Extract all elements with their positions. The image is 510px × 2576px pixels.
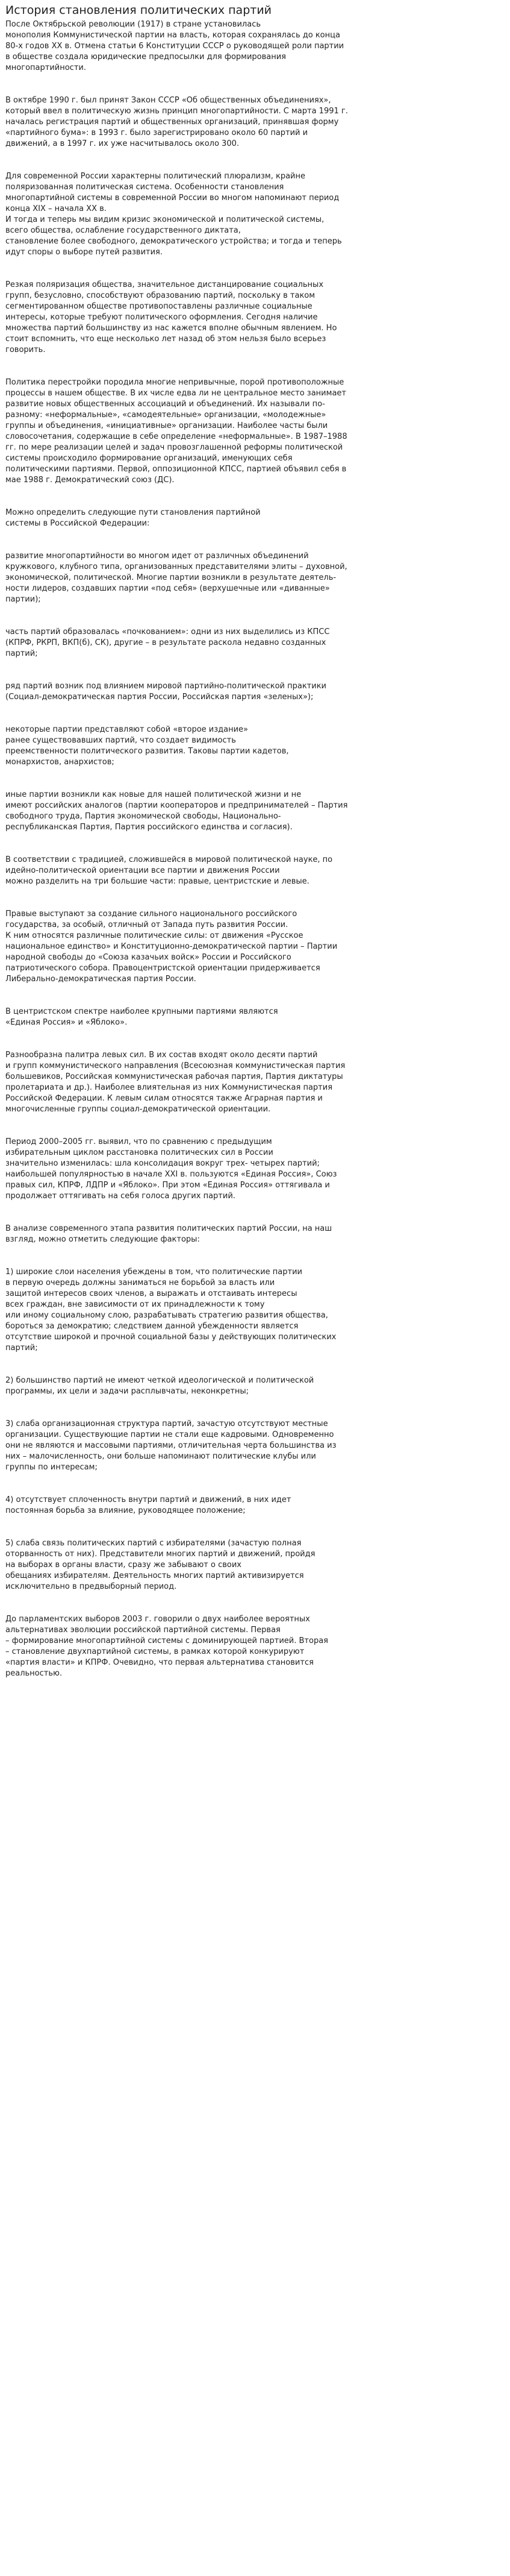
paragraph-right: Правые выступают за создание сильного национального российского государства, за особый, отличный от Запада путь развития России. К ним относятся различные политические силы: от движения «Русское национальное единство» и Конституционно-демократической партии – Партии народной свободы до «Союза казачьих войск» России и Российского патриотического собора. Правоцентристской ориентации придерживается Либерально-демократическая партия России.: [5, 909, 338, 984]
paragraph-factors: В анализе современного этапа развития политических партий России, на наш взгляд, можно отметить следующие факторы:: [5, 1224, 332, 1244]
list-item-factor-5: 5) слаба связь политических партий с избирателями (зачастую полная оторванность от них). Представители многих партий и движений, пройдя на выборах в органы власти, сразу же забывают о своих обещаниях избирателям. Деятельность многих партий активизируется исключительно в предвыборный период.: [5, 1539, 316, 1591]
paragraph-left: Разнообразна палитра левых сил. В их состав входят около десяти партий и групп коммунистического направления (Всесоюзная коммунистическая партия большевиков, Российская коммунистическая рабочая партия, Партия диктатуры пролетариата и др.). Наиболее влиятельная из них Коммунистическая партия Российской Федерации. К левым силам относятся также Аграрная партия и многочисленные группы социал-демократической ориентации.: [5, 1051, 346, 1114]
list-item-path-4: некоторые партии представляют собой «второе издание» ранее существовавших партий, что создает видимость преемственности политического развития. Таковы партии кадетов, монархистов, анархистов;: [5, 725, 289, 767]
list-item-factor-1: 1) широкие слои населения убеждены в том, что политические партии в первую очередь должны заниматься не борьбой за власть или защитой интересов своих членов, а выражать и отстаивать интересы всех граждан, вне зависимости от их принадлежности к тому или иному социальному слою, разрабатывать стратегию развития общества, бороться за демократию; следствием данной убежденности является отсутствие широкой и прочной социальной базы у действующих политических партий;: [5, 1268, 337, 1352]
list-item-path-3: ряд партий возник под влиянием мировой партийно-политической практики (Социал-демократическая партия России, Российская партия «зеленых»);: [5, 682, 326, 702]
paragraph-5: Резкая поляризация общества, значительное дистанцирование социальных групп, безусловно, способствуют образованию партий, поскольку в таком сегментированном обществе противопоставлены различные социальные интересы, которые требуют политического оформления. Сегодня наличие множества партий большинству из нас кажется вполне обычным явлением. Но стоит вспомнить, что еще несколько лет назад об этом нельзя было всерьез говорить.: [5, 280, 337, 354]
page-title: История становления политических партий: [5, 4, 272, 17]
list-item-factor-2: 2) большинство партий не имеют четкой идеологической и политической программы, их цели и задачи расплывчаты, неконкретны;: [5, 1376, 314, 1396]
paragraph-4: И тогда и теперь мы видим кризис экономической и политической системы, всего общества, ослабление государственного диктата, становление более свободного, демократического устройства; и тогда и теперь идут споры о выборе путей развития.: [5, 215, 342, 257]
paragraph-orientation: В соответствии с традицией, сложившейся в мировой политической науке, по идейно-политической ориентации все партии и движения России можно разделить на три большие части: правые, центристские и левые.: [5, 855, 333, 886]
paragraph-2: В октябре 1990 г. был принят Закон СССР «Об общественных объединениях», который ввел в политическую жизнь принцип многопартийности. С марта 1991 г. началась регистрация партий и общественных организаций, принявшая форму «партийного бума»: в 1993 г. было зарегистрировано около 60 партий и движений, а в 1997 г. их уже насчитывалось около 300.: [5, 96, 348, 148]
paragraph-3: Для современной России характерны политический плюрализм, крайне поляризованная политическая система. Особенности становления многопартийной системы в современной России во многом напоминают период конца XIX – начала XX в.: [5, 172, 340, 213]
paragraph-period: Период 2000–2005 гг. выявил, что по сравнению с предыдущим избирательным циклом расстановка политических сил в России значительно изменилась: шла консолидация вокруг трех- четырех партий; наибольшей популярностью в начале XXI в. пользуются «Единая Россия», Союз правых сил, КПРФ, ЛДПР и «Яблоко». При этом «Единая Россия» оттягивала и продолжает оттягивать на себя голоса других партий.: [5, 1137, 337, 1201]
paragraph-center: В центристском спектре наиболее крупными партиями являются «Единая Россия» и «Яблоко».: [5, 1007, 278, 1027]
paragraph-7: Можно определить следующие пути становления партийной системы в Российской Федерации:: [5, 508, 261, 528]
list-item-factor-3: 3) слаба организационная структура партий, зачастую отсутствуют местные организации. Существующие партии не стали еще кадровыми. Одновременно они не являются и массовыми партиями, отличительная черта большинства из них – малочисленность, они больше напоминают политические клубы или группы по интересам;: [5, 1419, 337, 1472]
list-item-factor-4: 4) отсутствует сплоченность внутри партий и движений, в них идет постоянная борьба за влияние, руководящее положение;: [5, 1495, 291, 1515]
paragraph-1: После Октябрьской революции (1917) в стране установилась монополия Коммунистической партии на власть, которая сохранялась до конца 80-х годов ХХ в. Отмена статьи 6 Конституции СССР о руководящей роли партии в обществе создала юридические предпосылки для формирования многопартийности.: [5, 20, 344, 72]
list-item-path-5: иные партии возникли как новые для нашей политической жизни и не имеют российских аналогов (партии кооператоров и предпринимателей – Партия свободного труда, Партия экономической свободы, Национально- республиканская Партия, Партия российского единства и согласия).: [5, 790, 348, 832]
list-item-path-1: развитие многопартийности во многом идет от различных объединений кружкового, клубного типа, организованных представителями элиты – духовной, экономической, политической. Многие партии возникли в результате деятель- ности лидеров, создавших партии «под себя» (верхушечные или «диванные» партии);: [5, 551, 347, 604]
paragraph-conclusion: До парламентских выборов 2003 г. говорили о двух наиболее вероятных альтернативах эволюции российской партийной системы. Первая – формирование многопартийной системы с доминирующей партией. Вторая – становление двухпартийной системы, в рамках которой конкурируют «партия власти» и КПРФ. Очевидно, что первая альтернатива становится реальностью.: [5, 1615, 328, 1678]
list-item-path-2: часть партий образовалась «почкованием»: одни из них выделились из КПСС (КПРФ, РКРП, ВКП(б), СК), другие – в результате раскола недавно созданных партий;: [5, 627, 330, 658]
paragraph-6: Политика перестройки породила многие непривычные, порой противоположные процессы в нашем обществе. В их числе едва ли не центральное место занимает развитие новых общественных ассоциаций и объединений. Их называли по- разному: «неформальные», «самодеятельные» организации, «молодежные» группы и объединения, «инициативные» организации. Наиболее часты были словосочетания, содержащие в себе определение «неформальные». В 1987–1988 гг. по мере реализации целей и задач провозглашенной реформы политической системы происходило формирование организаций, именующих себя политическими партиями. Первой, оппозиционной КПСС, партией объявил себя в мае 1988 г. Демократический союз (ДС).: [5, 378, 347, 485]
